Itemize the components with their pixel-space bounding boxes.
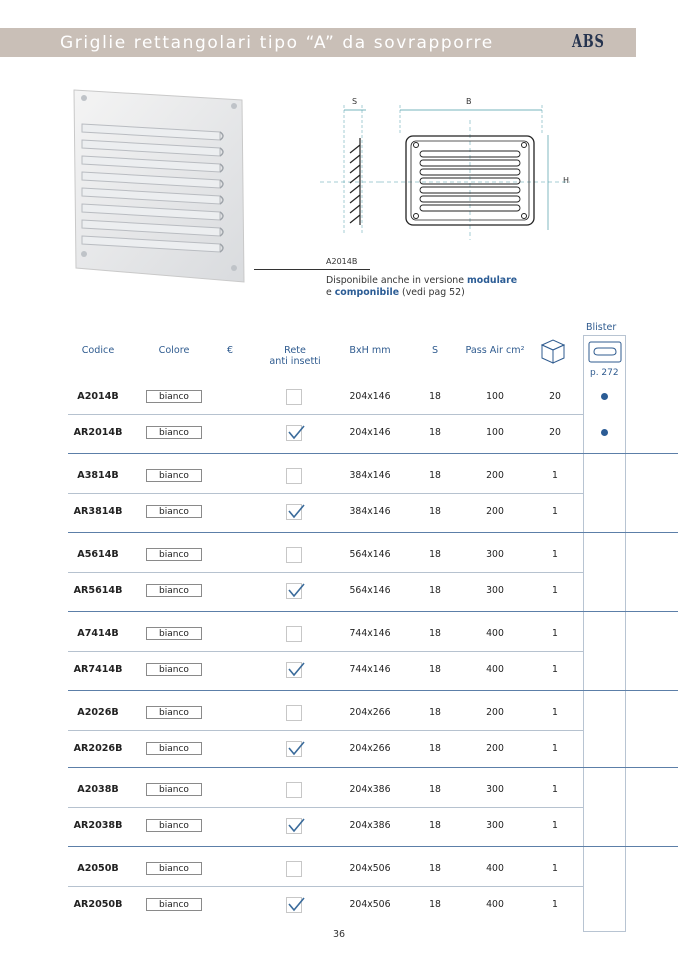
table-row [0,415,678,451]
insect-net-checkbox [286,583,302,599]
blister-page-ref: p. 272 [590,368,619,378]
thickness-s: 18 [429,391,441,402]
pass-air-value: 100 [486,391,504,402]
product-code: A2050B [77,863,119,874]
package-quantity: 1 [552,784,558,795]
table-row [0,573,678,609]
color-field: bianco [146,390,202,403]
dimension-label-b: B [466,97,472,106]
dimensions-bxh: 204x146 [349,427,391,438]
insect-net-checkbox [286,861,302,877]
package-quantity: 1 [552,820,558,831]
product-code: AR7414B [73,664,123,675]
thickness-s: 18 [429,628,441,639]
color-field: bianco [146,663,202,676]
table-row [0,772,678,808]
product-code: A5614B [77,549,119,560]
insect-net-checkbox [286,662,302,678]
package-quantity: 1 [552,506,558,517]
table-row [0,494,678,530]
col-header-rete: Rete anti insetti [269,345,321,367]
thickness-s: 18 [429,470,441,481]
table-row [0,808,678,844]
color-field: bianco [146,742,202,755]
material-badge: ABS [572,31,605,52]
package-quantity: 1 [552,585,558,596]
package-quantity-icon [538,336,568,366]
package-quantity: 1 [552,743,558,754]
package-quantity: 1 [552,549,558,560]
table-row [0,652,678,688]
thickness-s: 18 [429,664,441,675]
row-divider [68,572,583,573]
blister-available-dot [601,429,608,436]
color-field: bianco [146,426,202,439]
product-code: AR2050B [73,899,123,910]
insect-net-checkbox [286,897,302,913]
thickness-s: 18 [429,506,441,517]
group-divider [68,690,678,691]
table-row [0,537,678,573]
row-divider [68,414,583,415]
col-header-s: S [431,345,439,356]
package-quantity: 1 [552,628,558,639]
insect-net-checkbox [286,626,302,642]
dimension-label-h: H [563,176,570,185]
thickness-s: 18 [429,585,441,596]
insect-net-checkbox [286,705,302,721]
page-title: Griglie rettangolari tipo “A” da sovrapporre [60,33,494,53]
color-field: bianco [146,706,202,719]
caption-divider [254,269,370,270]
color-field: bianco [146,862,202,875]
group-divider [68,611,678,612]
color-field: bianco [146,505,202,518]
table-row [0,851,678,887]
table-row [0,887,678,923]
table-row [0,731,678,767]
pass-air-value: 300 [486,549,504,560]
insect-net-checkbox [286,504,302,520]
pass-air-value: 200 [486,707,504,718]
package-quantity: 1 [552,664,558,675]
table-row [0,695,678,731]
blister-pack-icon [588,341,622,363]
row-divider [68,651,583,652]
package-quantity: 1 [552,863,558,874]
product-code: A2026B [77,707,119,718]
package-quantity: 20 [549,391,561,402]
product-code: AR3814B [73,506,123,517]
color-field: bianco [146,783,202,796]
pass-air-value: 300 [486,820,504,831]
product-code: AR2038B [73,820,123,831]
insect-net-checkbox [286,468,302,484]
col-header-colore: Colore [158,345,190,356]
pass-air-value: 400 [486,628,504,639]
pass-air-value: 200 [486,506,504,517]
thickness-s: 18 [429,863,441,874]
product-code: AR5614B [73,585,123,596]
package-quantity: 1 [552,470,558,481]
package-quantity: 1 [552,707,558,718]
pass-air-value: 200 [486,743,504,754]
product-code: AR2026B [73,743,123,754]
row-divider [68,730,583,731]
technical-drawing [320,95,580,245]
dimensions-bxh: 564x146 [349,585,391,596]
package-quantity: 1 [552,899,558,910]
thickness-s: 18 [429,549,441,560]
pass-air-value: 400 [486,664,504,675]
insect-net-checkbox [286,425,302,441]
availability-note: Disponibile anche in versione modulare e componibile (vedi pag 52) [326,275,518,298]
product-photo [68,86,250,284]
thickness-s: 18 [429,427,441,438]
dimensions-bxh: 744x146 [349,664,391,675]
color-field: bianco [146,469,202,482]
dimension-label-s: S [352,97,358,106]
blister-header: Blister [586,322,617,333]
col-header-codice: Codice [81,345,115,356]
table-row [0,616,678,652]
group-divider [68,767,678,768]
row-divider [68,493,583,494]
blister-available-dot [601,393,608,400]
product-code: A2014B [77,391,119,402]
dimensions-bxh: 384x146 [349,470,391,481]
row-divider [68,886,583,887]
color-field: bianco [146,548,202,561]
pass-air-value: 200 [486,470,504,481]
insect-net-checkbox [286,389,302,405]
col-header-price: € [226,345,234,356]
page-number: 36 [332,929,346,940]
dimensions-bxh: 204x266 [349,743,391,754]
insect-net-checkbox [286,818,302,834]
dimensions-bxh: 204x386 [349,820,391,831]
insect-net-checkbox [286,547,302,563]
group-divider [68,532,678,533]
pass-air-value: 100 [486,427,504,438]
thickness-s: 18 [429,707,441,718]
table-row [0,458,678,494]
thickness-s: 18 [429,743,441,754]
group-divider [68,846,678,847]
row-divider [68,807,583,808]
package-quantity: 20 [549,427,561,438]
product-code: A7414B [77,628,119,639]
pass-air-value: 300 [486,585,504,596]
product-code: A2038B [77,784,119,795]
dimensions-bxh: 564x146 [349,549,391,560]
thickness-s: 18 [429,784,441,795]
dimensions-bxh: 204x506 [349,899,391,910]
color-field: bianco [146,584,202,597]
pass-air-value: 300 [486,784,504,795]
color-field: bianco [146,627,202,640]
dimensions-bxh: 204x386 [349,784,391,795]
model-code: A2014B [326,257,358,266]
dimensions-bxh: 744x146 [349,628,391,639]
table-row [0,379,678,415]
pass-air-value: 400 [486,899,504,910]
insect-net-checkbox [286,741,302,757]
thickness-s: 18 [429,899,441,910]
dimensions-bxh: 384x146 [349,506,391,517]
color-field: bianco [146,819,202,832]
group-divider [68,453,678,454]
insect-net-checkbox [286,782,302,798]
dimensions-bxh: 204x506 [349,863,391,874]
thickness-s: 18 [429,820,441,831]
color-field: bianco [146,898,202,911]
col-header-bxh: BxH mm [349,345,391,356]
product-code: A3814B [77,470,119,481]
dimensions-bxh: 204x266 [349,707,391,718]
dimensions-bxh: 204x146 [349,391,391,402]
pass-air-value: 400 [486,863,504,874]
product-code: AR2014B [73,427,123,438]
col-header-pass-air: Pass Air cm² [465,345,525,356]
